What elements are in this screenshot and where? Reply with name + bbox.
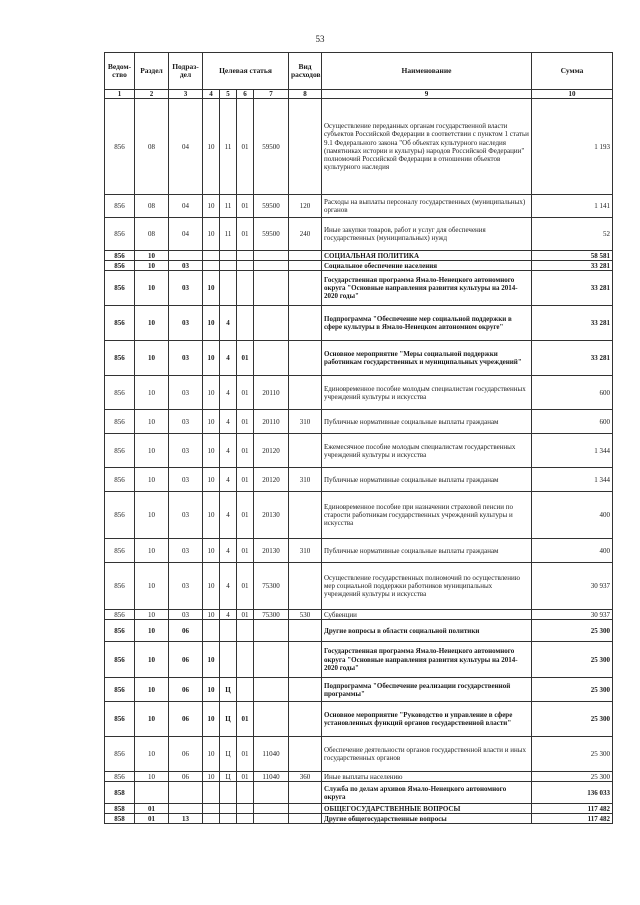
- cell-target-subprogram: 4: [220, 306, 237, 341]
- cell-podrazdel: 06: [169, 737, 203, 772]
- cell-sum: 30 937: [532, 563, 613, 610]
- table-row: [105, 678, 613, 702]
- col-header-podrazdel: Подраз-дел: [169, 53, 203, 90]
- cell-target-program: [203, 620, 220, 642]
- table-row: [105, 702, 613, 737]
- cell-target-event: 01: [237, 737, 254, 772]
- cell-target-direction: [254, 782, 289, 804]
- cell-vid: [289, 737, 322, 772]
- cell-target-subprogram: 11: [220, 99, 237, 195]
- cell-razdel: 10: [135, 563, 169, 610]
- cell-sum: 1 344: [532, 434, 613, 468]
- cell-podrazdel: 06: [169, 642, 203, 678]
- cell-target-subprogram: Ц: [220, 772, 237, 782]
- cell-target-event: [237, 678, 254, 702]
- cell-vedomstvo: 858: [105, 804, 135, 814]
- cell-target-subprogram: 4: [220, 468, 237, 492]
- cell-vid: [289, 251, 322, 261]
- cell-podrazdel: 04: [169, 195, 203, 218]
- cell-name: Другие вопросы в области социальной политики: [322, 620, 532, 642]
- cell-name: Единовременное пособие при назначении страховой пенсии по старости работникам государственных учреждений культуры и искусства: [322, 492, 532, 539]
- cell-target-subprogram: [220, 251, 237, 261]
- cell-vedomstvo: 856: [105, 539, 135, 563]
- cell-vedomstvo: 856: [105, 620, 135, 642]
- cell-name: Осуществление переданных органам государственной власти субъектов Российской Федерации в соответствии с пунктом 1 статьи 9.1 Федерального закона "Об объектах культурного наследия (памятниках истории и культуры) народов Российской Федерации" полномочий Российской Федерации в отношении объектов культурного наследия: [322, 99, 532, 195]
- cell-vedomstvo: 856: [105, 737, 135, 772]
- cell-sum: 136 033: [532, 782, 613, 804]
- cell-vedomstvo: 856: [105, 434, 135, 468]
- cell-target-program: 10: [203, 468, 220, 492]
- cell-target-direction: 75300: [254, 610, 289, 620]
- budget-table: [104, 52, 613, 824]
- cell-vid: [289, 492, 322, 539]
- cell-vedomstvo: 856: [105, 468, 135, 492]
- cell-sum: 33 281: [532, 306, 613, 341]
- cell-target-program: 10: [203, 218, 220, 251]
- cell-podrazdel: 04: [169, 99, 203, 195]
- cell-target-subprogram: 4: [220, 434, 237, 468]
- cell-podrazdel: 03: [169, 434, 203, 468]
- cell-razdel: 10: [135, 492, 169, 539]
- col-index: 6: [237, 90, 254, 99]
- cell-vid: [289, 376, 322, 410]
- cell-target-event: [237, 804, 254, 814]
- cell-target-program: 10: [203, 434, 220, 468]
- cell-target-event: [237, 620, 254, 642]
- cell-vid: 240: [289, 218, 322, 251]
- cell-razdel: 10: [135, 772, 169, 782]
- column-index-row: [105, 90, 613, 99]
- cell-target-program: 10: [203, 376, 220, 410]
- table-row: [105, 410, 613, 434]
- cell-podrazdel: 06: [169, 620, 203, 642]
- cell-target-event: [237, 782, 254, 804]
- cell-target-subprogram: [220, 642, 237, 678]
- cell-target-event: 01: [237, 376, 254, 410]
- cell-vid: [289, 99, 322, 195]
- table-row: [105, 218, 613, 251]
- cell-vedomstvo: 856: [105, 271, 135, 306]
- cell-name: Ежемесячное пособие молодым специалистам государственных учреждений культуры и искусства: [322, 434, 532, 468]
- cell-name: Подпрограмма "Обеспечение мер социальной поддержки в сфере культуры в Ямало-Ненецком автономном округе": [322, 306, 532, 341]
- cell-target-direction: 59500: [254, 195, 289, 218]
- cell-vedomstvo: 856: [105, 410, 135, 434]
- col-index: 2: [135, 90, 169, 99]
- table-row: [105, 468, 613, 492]
- col-header-target: Целевая статья: [203, 53, 289, 90]
- cell-target-subprogram: 4: [220, 341, 237, 376]
- cell-target-subprogram: [220, 804, 237, 814]
- cell-name: Иные закупки товаров, работ и услуг для обеспечения государственных (муниципальных) нужд: [322, 218, 532, 251]
- cell-target-event: 01: [237, 539, 254, 563]
- cell-target-program: 10: [203, 492, 220, 539]
- cell-vid: [289, 261, 322, 271]
- cell-target-direction: [254, 341, 289, 376]
- table-row: [105, 610, 613, 620]
- cell-podrazdel: 06: [169, 702, 203, 737]
- cell-target-event: [237, 271, 254, 306]
- header-row: [105, 53, 613, 90]
- table-row: [105, 620, 613, 642]
- cell-vid: [289, 804, 322, 814]
- cell-target-event: 01: [237, 195, 254, 218]
- cell-podrazdel: 03: [169, 341, 203, 376]
- cell-target-program: 10: [203, 737, 220, 772]
- cell-target-event: 01: [237, 99, 254, 195]
- cell-target-direction: 59500: [254, 218, 289, 251]
- cell-target-direction: 20130: [254, 492, 289, 539]
- cell-target-subprogram: 4: [220, 376, 237, 410]
- col-index: 7: [254, 90, 289, 99]
- cell-target-program: 10: [203, 678, 220, 702]
- cell-vedomstvo: 856: [105, 261, 135, 271]
- cell-target-direction: 59500: [254, 99, 289, 195]
- col-index: 3: [169, 90, 203, 99]
- cell-sum: 25 300: [532, 772, 613, 782]
- cell-vedomstvo: 856: [105, 772, 135, 782]
- cell-vedomstvo: 856: [105, 195, 135, 218]
- cell-podrazdel: 03: [169, 306, 203, 341]
- cell-target-event: 01: [237, 468, 254, 492]
- cell-sum: 30 937: [532, 610, 613, 620]
- cell-target-program: 10: [203, 99, 220, 195]
- cell-vedomstvo: 856: [105, 563, 135, 610]
- cell-podrazdel: 03: [169, 376, 203, 410]
- cell-target-subprogram: [220, 261, 237, 271]
- cell-target-program: 10: [203, 702, 220, 737]
- cell-vid: 310: [289, 539, 322, 563]
- cell-target-program: [203, 814, 220, 824]
- cell-target-program: 10: [203, 341, 220, 376]
- cell-sum: 25 300: [532, 620, 613, 642]
- cell-podrazdel: 03: [169, 539, 203, 563]
- cell-razdel: [135, 782, 169, 804]
- table-row: [105, 376, 613, 410]
- cell-sum: 600: [532, 376, 613, 410]
- cell-target-program: 10: [203, 410, 220, 434]
- col-header-name: Наименование: [322, 53, 532, 90]
- cell-podrazdel: 06: [169, 772, 203, 782]
- cell-name: Социальное обеспечение населения: [322, 261, 532, 271]
- col-index: 4: [203, 90, 220, 99]
- table-row: [105, 261, 613, 271]
- col-index: 1: [105, 90, 135, 99]
- cell-podrazdel: 03: [169, 492, 203, 539]
- cell-target-direction: [254, 620, 289, 642]
- cell-target-subprogram: 4: [220, 410, 237, 434]
- cell-vid: 120: [289, 195, 322, 218]
- cell-vedomstvo: 856: [105, 218, 135, 251]
- cell-vedomstvo: 856: [105, 99, 135, 195]
- cell-sum: 25 300: [532, 642, 613, 678]
- table-row: [105, 99, 613, 195]
- cell-name: Основное мероприятие "Руководство и управление в сфере установленных функций органов государственной власти": [322, 702, 532, 737]
- cell-name: Осуществление государственных полномочий по осуществлению мер социальной поддержки работников муниципальных учреждений культуры и искусства: [322, 563, 532, 610]
- cell-target-event: 01: [237, 610, 254, 620]
- cell-name: Другие общегосударственные вопросы: [322, 814, 532, 824]
- cell-sum: 117 482: [532, 804, 613, 814]
- cell-vedomstvo: 856: [105, 306, 135, 341]
- cell-vid: [289, 814, 322, 824]
- cell-target-subprogram: [220, 620, 237, 642]
- cell-target-subprogram: 11: [220, 218, 237, 251]
- cell-target-program: 10: [203, 610, 220, 620]
- cell-target-event: 01: [237, 341, 254, 376]
- cell-razdel: 10: [135, 642, 169, 678]
- cell-vid: [289, 271, 322, 306]
- cell-razdel: 10: [135, 737, 169, 772]
- cell-podrazdel: 06: [169, 678, 203, 702]
- cell-razdel: 01: [135, 814, 169, 824]
- cell-vid: [289, 620, 322, 642]
- cell-podrazdel: 03: [169, 610, 203, 620]
- cell-name: Единовременное пособие молодым специалистам государственных учреждений культуры и искусства: [322, 376, 532, 410]
- col-index: 10: [532, 90, 613, 99]
- cell-target-direction: 20120: [254, 434, 289, 468]
- table-row: [105, 251, 613, 261]
- cell-name: Расходы на выплаты персоналу государственных (муниципальных) органов: [322, 195, 532, 218]
- table-row: [105, 814, 613, 824]
- cell-target-program: 10: [203, 563, 220, 610]
- cell-razdel: 08: [135, 195, 169, 218]
- cell-vedomstvo: 856: [105, 642, 135, 678]
- cell-sum: 25 300: [532, 702, 613, 737]
- col-index: 8: [289, 90, 322, 99]
- cell-target-direction: 20110: [254, 410, 289, 434]
- cell-vid: [289, 341, 322, 376]
- col-header-sum: Сумма: [532, 53, 613, 90]
- cell-target-subprogram: 11: [220, 195, 237, 218]
- cell-razdel: 10: [135, 610, 169, 620]
- cell-target-event: [237, 261, 254, 271]
- cell-razdel: 08: [135, 218, 169, 251]
- cell-target-subprogram: Ц: [220, 702, 237, 737]
- cell-vid: [289, 678, 322, 702]
- cell-name: Обеспечение деятельности органов государственной власти и иных государственных органов: [322, 737, 532, 772]
- cell-target-subprogram: [220, 271, 237, 306]
- cell-razdel: 10: [135, 434, 169, 468]
- cell-podrazdel: [169, 251, 203, 261]
- cell-target-direction: [254, 804, 289, 814]
- table-row: [105, 434, 613, 468]
- cell-target-subprogram: Ц: [220, 678, 237, 702]
- cell-sum: 33 281: [532, 341, 613, 376]
- cell-podrazdel: 03: [169, 410, 203, 434]
- cell-sum: 58 581: [532, 251, 613, 261]
- cell-target-program: 10: [203, 195, 220, 218]
- cell-vedomstvo: 858: [105, 814, 135, 824]
- cell-target-direction: [254, 271, 289, 306]
- cell-podrazdel: 13: [169, 814, 203, 824]
- cell-target-program: [203, 782, 220, 804]
- cell-podrazdel: 04: [169, 218, 203, 251]
- table-row: [105, 306, 613, 341]
- cell-target-program: 10: [203, 306, 220, 341]
- cell-target-subprogram: 4: [220, 492, 237, 539]
- cell-razdel: 10: [135, 271, 169, 306]
- cell-sum: 1 193: [532, 99, 613, 195]
- cell-target-event: 01: [237, 410, 254, 434]
- table-row: [105, 804, 613, 814]
- cell-target-event: 01: [237, 772, 254, 782]
- cell-name: Публичные нормативные социальные выплаты гражданам: [322, 539, 532, 563]
- cell-podrazdel: [169, 804, 203, 814]
- table-row: [105, 737, 613, 772]
- cell-vid: [289, 642, 322, 678]
- cell-target-event: 01: [237, 563, 254, 610]
- cell-target-direction: 20110: [254, 376, 289, 410]
- cell-podrazdel: 03: [169, 261, 203, 271]
- cell-vedomstvo: 856: [105, 610, 135, 620]
- cell-name: Публичные нормативные социальные выплаты гражданам: [322, 410, 532, 434]
- table-row: [105, 195, 613, 218]
- cell-razdel: 10: [135, 261, 169, 271]
- cell-sum: 600: [532, 410, 613, 434]
- cell-target-program: [203, 251, 220, 261]
- col-index: 9: [322, 90, 532, 99]
- table-row: [105, 782, 613, 804]
- cell-razdel: 10: [135, 539, 169, 563]
- cell-target-subprogram: [220, 814, 237, 824]
- cell-target-program: 10: [203, 642, 220, 678]
- cell-vedomstvo: 856: [105, 678, 135, 702]
- cell-target-event: [237, 251, 254, 261]
- cell-target-program: 10: [203, 772, 220, 782]
- col-index: 5: [220, 90, 237, 99]
- cell-vedomstvo: 856: [105, 341, 135, 376]
- cell-target-direction: 75300: [254, 563, 289, 610]
- cell-target-direction: [254, 678, 289, 702]
- page-number: 53: [315, 34, 325, 44]
- cell-razdel: 10: [135, 620, 169, 642]
- table-row: [105, 642, 613, 678]
- cell-vid: 310: [289, 410, 322, 434]
- cell-razdel: 10: [135, 251, 169, 261]
- cell-target-event: 01: [237, 492, 254, 539]
- cell-target-direction: 11040: [254, 772, 289, 782]
- cell-vedomstvo: 856: [105, 492, 135, 539]
- cell-name: Публичные нормативные социальные выплаты гражданам: [322, 468, 532, 492]
- cell-target-program: [203, 261, 220, 271]
- cell-target-subprogram: 4: [220, 563, 237, 610]
- col-header-vedomstvo: Ведом-ство: [105, 53, 135, 90]
- cell-target-event: 01: [237, 702, 254, 737]
- table-row: [105, 271, 613, 306]
- cell-target-subprogram: Ц: [220, 737, 237, 772]
- cell-target-program: 10: [203, 271, 220, 306]
- table-row: [105, 539, 613, 563]
- cell-target-event: [237, 306, 254, 341]
- cell-target-direction: [254, 306, 289, 341]
- cell-vid: 360: [289, 772, 322, 782]
- cell-vid: [289, 563, 322, 610]
- cell-vedomstvo: 856: [105, 702, 135, 737]
- cell-target-program: 10: [203, 539, 220, 563]
- cell-podrazdel: [169, 782, 203, 804]
- cell-podrazdel: 03: [169, 563, 203, 610]
- cell-name: Государственная программа Ямало-Ненецкого автономного округа "Основные направления развития культуры на 2014-2020 годы": [322, 642, 532, 678]
- cell-sum: 33 281: [532, 261, 613, 271]
- cell-sum: 25 300: [532, 678, 613, 702]
- cell-sum: 117 482: [532, 814, 613, 824]
- cell-name: Служба по делам архивов Ямало-Ненецкого автономного округа: [322, 782, 532, 804]
- cell-vid: [289, 702, 322, 737]
- table-row: [105, 492, 613, 539]
- cell-razdel: 10: [135, 468, 169, 492]
- cell-target-direction: 11040: [254, 737, 289, 772]
- cell-vid: 530: [289, 610, 322, 620]
- cell-target-event: 01: [237, 434, 254, 468]
- cell-sum: 25 300: [532, 737, 613, 772]
- cell-sum: 400: [532, 492, 613, 539]
- cell-target-subprogram: 4: [220, 539, 237, 563]
- cell-target-direction: 20120: [254, 468, 289, 492]
- cell-name: Субвенции: [322, 610, 532, 620]
- cell-sum: 1 344: [532, 468, 613, 492]
- cell-target-direction: 20130: [254, 539, 289, 563]
- cell-vid: [289, 434, 322, 468]
- table-body: [105, 99, 613, 824]
- cell-target-direction: [254, 814, 289, 824]
- cell-razdel: 10: [135, 702, 169, 737]
- cell-razdel: 10: [135, 410, 169, 434]
- table-row: [105, 772, 613, 782]
- cell-vedomstvo: 856: [105, 251, 135, 261]
- cell-name: ОБЩЕГОСУДАРСТВЕННЫЕ ВОПРОСЫ: [322, 804, 532, 814]
- cell-vid: [289, 782, 322, 804]
- cell-vedomstvo: 858: [105, 782, 135, 804]
- cell-vid: [289, 306, 322, 341]
- cell-podrazdel: 03: [169, 468, 203, 492]
- cell-target-program: [203, 804, 220, 814]
- cell-name: Иные выплаты населению: [322, 772, 532, 782]
- table-row: [105, 341, 613, 376]
- cell-razdel: 10: [135, 341, 169, 376]
- cell-podrazdel: 03: [169, 271, 203, 306]
- cell-target-direction: [254, 251, 289, 261]
- cell-razdel: 10: [135, 678, 169, 702]
- cell-sum: 1 141: [532, 195, 613, 218]
- cell-sum: 33 281: [532, 271, 613, 306]
- cell-razdel: 10: [135, 306, 169, 341]
- cell-name: Подпрограмма "Обеспечение реализации государственной программы": [322, 678, 532, 702]
- col-header-vid: Вид расходов: [289, 53, 322, 90]
- table-row: [105, 563, 613, 610]
- cell-vedomstvo: 856: [105, 376, 135, 410]
- cell-vid: 310: [289, 468, 322, 492]
- cell-razdel: 08: [135, 99, 169, 195]
- cell-target-subprogram: 4: [220, 610, 237, 620]
- col-header-razdel: Раздел: [135, 53, 169, 90]
- cell-sum: 400: [532, 539, 613, 563]
- cell-sum: 52: [532, 218, 613, 251]
- cell-target-subprogram: [220, 782, 237, 804]
- cell-name: Государственная программа Ямало-Ненецкого автономного округа "Основные направления развития культуры на 2014-2020 годы": [322, 271, 532, 306]
- cell-name: Основное мероприятие "Меры социальной поддержки работникам государственных и муниципальных учреждений": [322, 341, 532, 376]
- cell-target-event: [237, 642, 254, 678]
- cell-target-direction: [254, 702, 289, 737]
- cell-razdel: 10: [135, 376, 169, 410]
- cell-target-event: 01: [237, 218, 254, 251]
- cell-name: СОЦИАЛЬНАЯ ПОЛИТИКА: [322, 251, 532, 261]
- cell-target-direction: [254, 261, 289, 271]
- cell-target-event: [237, 814, 254, 824]
- cell-razdel: 01: [135, 804, 169, 814]
- cell-target-direction: [254, 642, 289, 678]
